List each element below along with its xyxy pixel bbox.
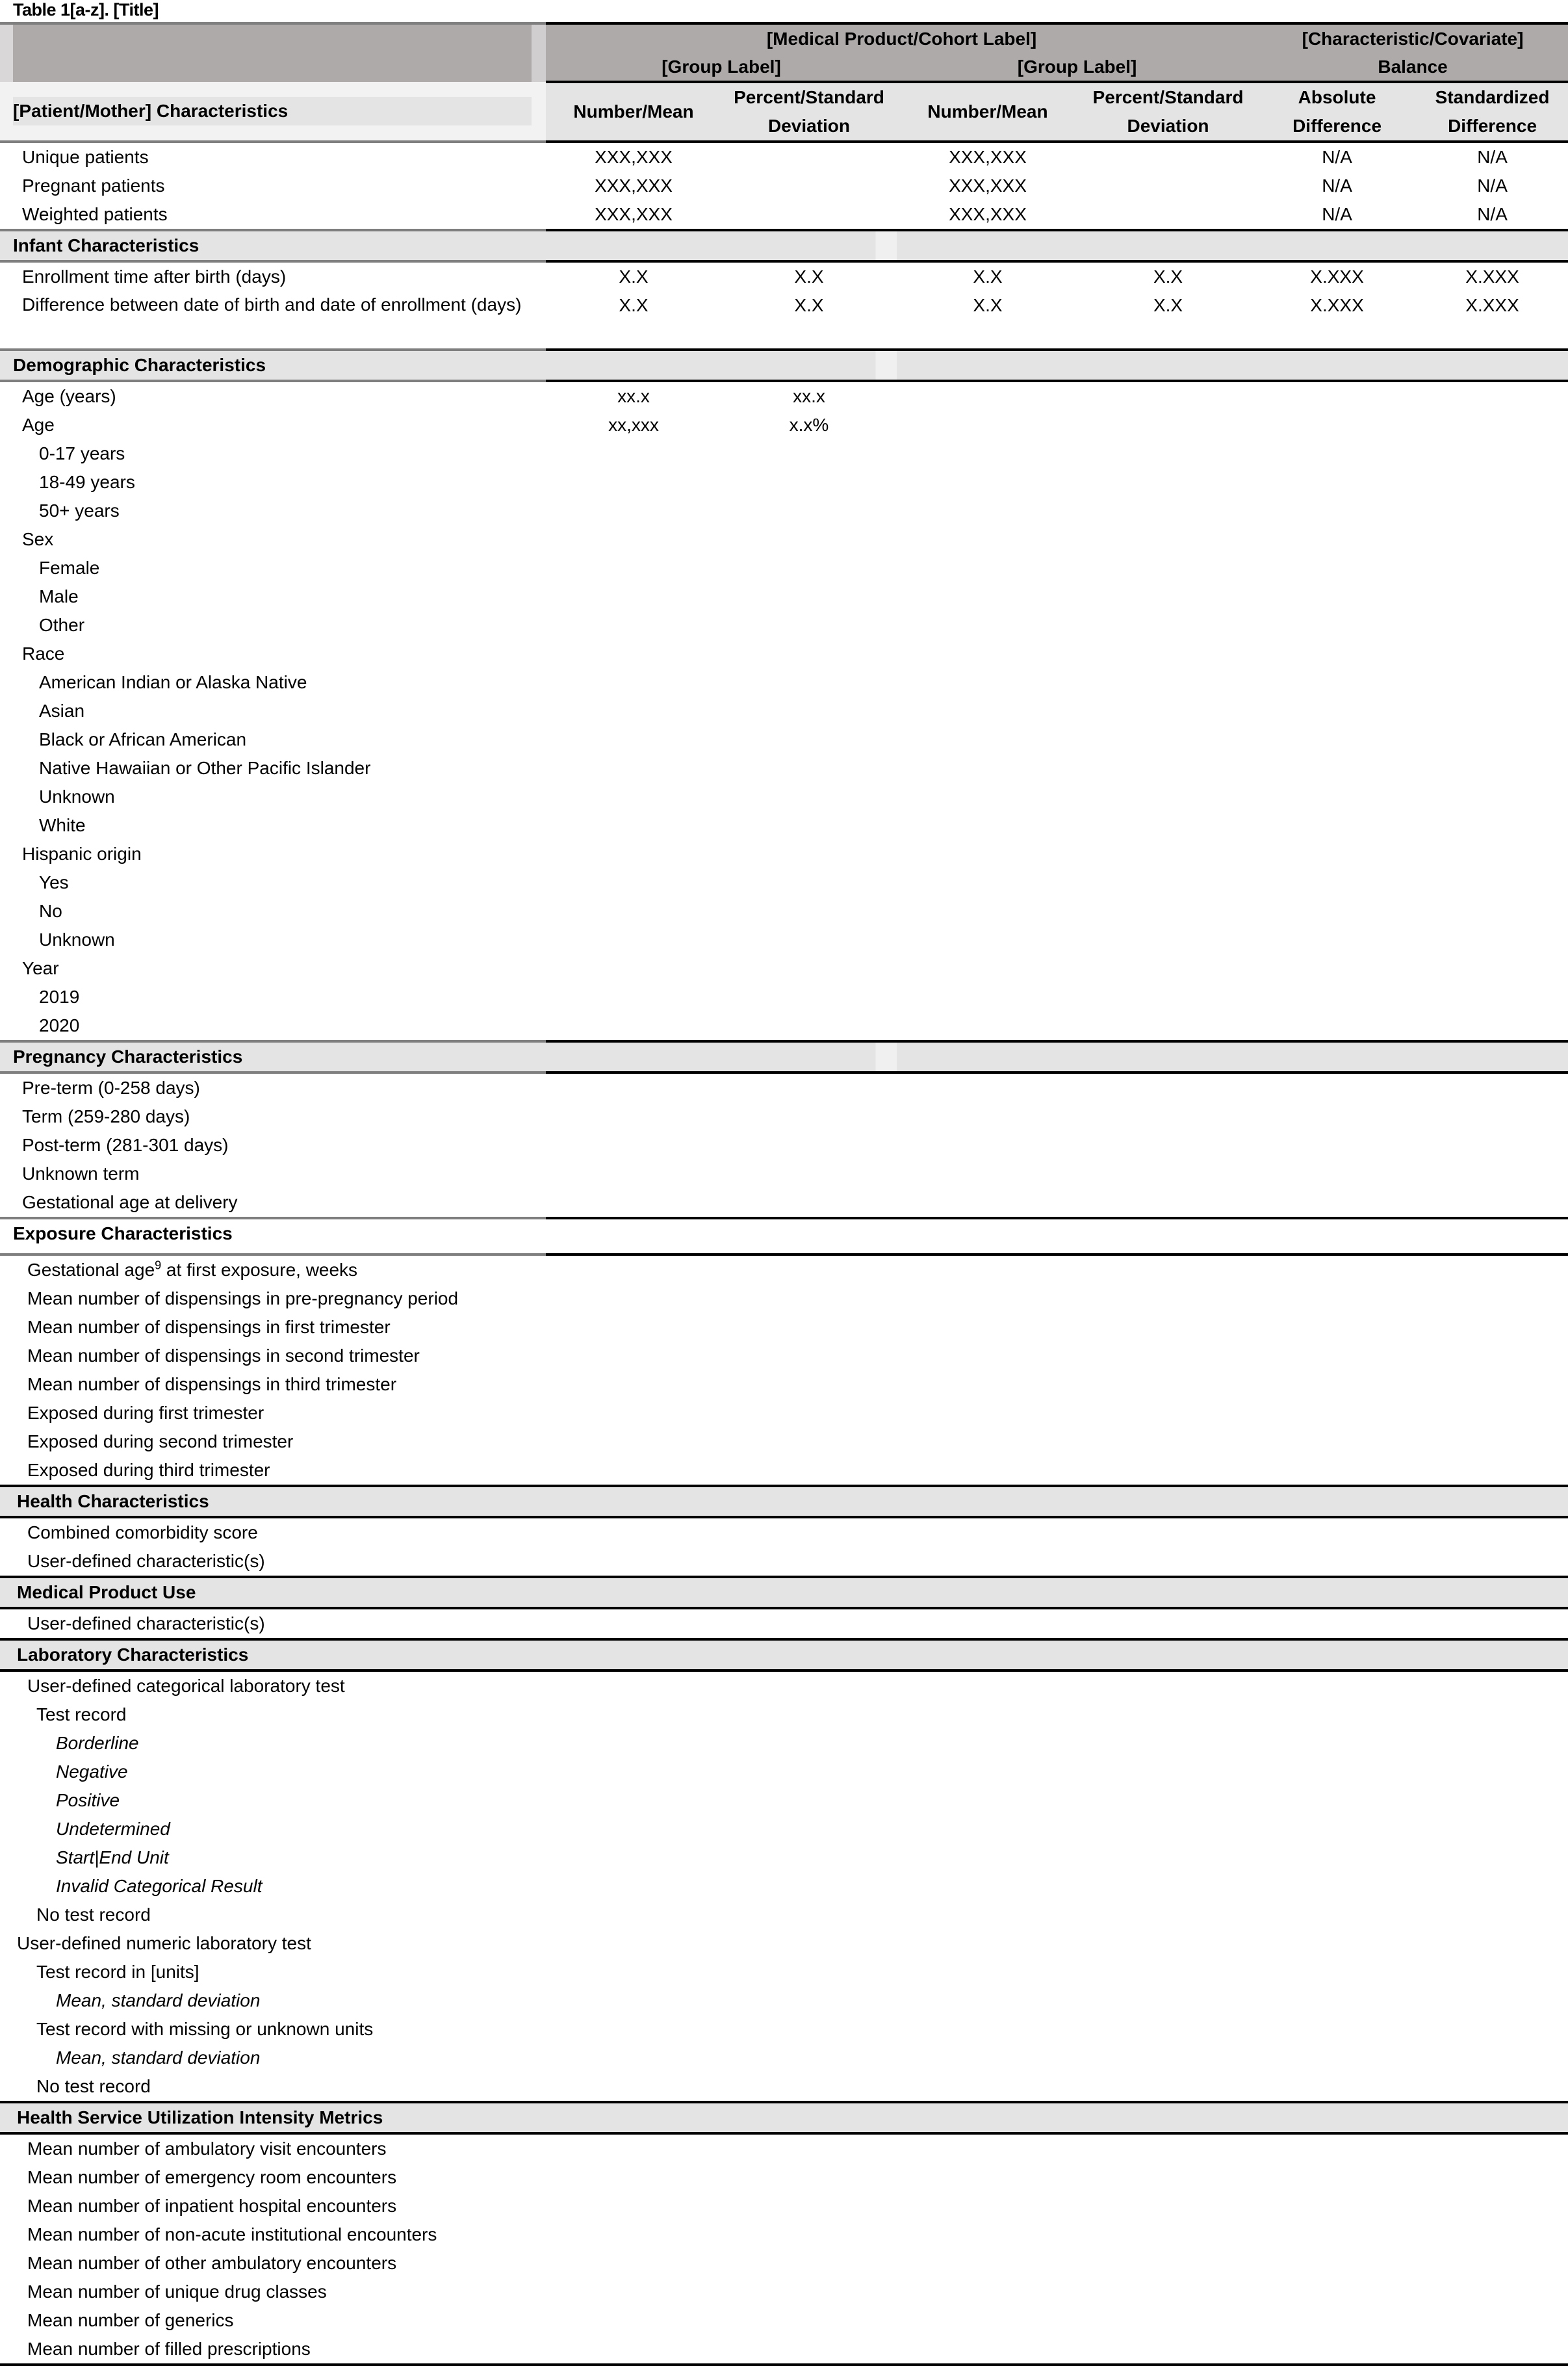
row-label: Borderline bbox=[56, 1733, 139, 1753]
cell: XXX,XXX bbox=[949, 204, 1027, 224]
cell: X.XXX bbox=[1310, 266, 1364, 287]
table-row bbox=[0, 1131, 1568, 1160]
characteristics-table bbox=[0, 22, 1568, 2366]
table-row bbox=[0, 142, 1568, 172]
table-row bbox=[0, 1072, 1568, 1102]
section-heading: Laboratory Characteristics bbox=[0, 1639, 546, 1670]
row-label: Mean number of non-acute institutional encounters bbox=[27, 2224, 437, 2244]
cell: N/A bbox=[1322, 147, 1352, 167]
col-header-number-mean-1: Number/Mean bbox=[546, 82, 721, 142]
cell: XXX,XXX bbox=[595, 204, 673, 224]
table-row bbox=[0, 1427, 1568, 1456]
section-health-characteristics bbox=[0, 1486, 1568, 1517]
row-label: White bbox=[39, 815, 86, 835]
table-row bbox=[0, 2220, 1568, 2249]
table-row bbox=[0, 668, 1568, 697]
row-label: Mean, standard deviation bbox=[56, 1990, 261, 2010]
table-row bbox=[0, 926, 1568, 954]
balance-label-line1: [Characteristic/Covariate] bbox=[1257, 23, 1568, 53]
row-label: Female bbox=[39, 558, 100, 578]
balance-label-line2: Balance bbox=[1257, 53, 1568, 82]
cell: X.X bbox=[1153, 295, 1183, 315]
cell: N/A bbox=[1477, 204, 1508, 224]
table-row bbox=[0, 2278, 1568, 2306]
header-blank-cell bbox=[0, 23, 546, 82]
table-row bbox=[0, 1986, 1568, 2015]
cell: XXX,XXX bbox=[949, 147, 1027, 167]
cell: X.XXX bbox=[1465, 266, 1519, 287]
table-row bbox=[0, 868, 1568, 897]
table-row bbox=[0, 811, 1568, 840]
row-label: Mean number of other ambulatory encounters bbox=[27, 2253, 397, 2273]
table-row bbox=[0, 291, 1568, 350]
row-label: Unknown bbox=[39, 786, 115, 807]
row-label: Mean number of dispensings in second trimester bbox=[27, 1346, 420, 1366]
row-label: Mean number of dispensings in pre-pregnancy period bbox=[27, 1288, 459, 1308]
row-label: 0-17 years bbox=[39, 443, 125, 463]
table-row bbox=[0, 1254, 1568, 1284]
row-label: Combined comorbidity score bbox=[27, 1522, 258, 1542]
table-row bbox=[0, 954, 1568, 983]
table-row bbox=[0, 2133, 1568, 2163]
cell: XXX,XXX bbox=[595, 176, 673, 196]
row-label: Gestational age at delivery bbox=[22, 1192, 238, 1212]
row-header-label: [Patient/Mother] Characteristics bbox=[13, 97, 532, 125]
row-label: No test record bbox=[36, 2076, 151, 2096]
row-label: Post-term (281-301 days) bbox=[22, 1135, 229, 1155]
row-label: Mean number of emergency room encounters bbox=[27, 2167, 397, 2187]
cell: x.x% bbox=[789, 415, 829, 435]
table-row bbox=[0, 200, 1568, 230]
table-row bbox=[0, 1370, 1568, 1399]
cell bbox=[721, 172, 897, 200]
section-health-service-utilization bbox=[0, 2102, 1568, 2133]
row-label: Male bbox=[39, 586, 79, 606]
row-label: Age (years) bbox=[22, 386, 116, 406]
section-exposure-characteristics bbox=[0, 1218, 1568, 1254]
cell: X.X bbox=[794, 266, 824, 287]
cell: XXX,XXX bbox=[949, 176, 1027, 196]
table-row bbox=[0, 381, 1568, 411]
table-row bbox=[0, 2306, 1568, 2335]
row-label: User-defined numeric laboratory test bbox=[17, 1933, 311, 1953]
row-label: Gestational age$^9$ at first exposure, weeks bbox=[27, 1258, 358, 1280]
row-label: 18-49 years bbox=[39, 472, 135, 492]
table-row bbox=[0, 1786, 1568, 1815]
row-label: Pre-term (0-258 days) bbox=[22, 1078, 200, 1098]
table-row bbox=[0, 1872, 1568, 1901]
row-label: Mean, standard deviation bbox=[56, 2048, 261, 2068]
row-label: User-defined characteristic(s) bbox=[27, 1551, 265, 1571]
row-label: 50+ years bbox=[39, 500, 120, 521]
section-medical-product-use bbox=[0, 1577, 1568, 1608]
section-demographic-characteristics bbox=[0, 350, 1568, 381]
table-row bbox=[0, 2163, 1568, 2192]
table-row bbox=[0, 983, 1568, 1011]
table-row bbox=[0, 1958, 1568, 1986]
table-row bbox=[0, 1313, 1568, 1342]
table-row bbox=[0, 1547, 1568, 1577]
section-heading: Demographic Characteristics bbox=[0, 350, 546, 381]
table-row bbox=[0, 1758, 1568, 1786]
row-label: Undetermined bbox=[56, 1819, 170, 1839]
table-row bbox=[0, 1901, 1568, 1929]
col-header-percent-sd-1: Percent/Standard Deviation bbox=[721, 82, 897, 142]
row-label: 2020 bbox=[39, 1015, 80, 1035]
row-label: Start|End Unit bbox=[56, 1847, 169, 1867]
cell bbox=[1079, 142, 1257, 172]
table-row bbox=[0, 2015, 1568, 2044]
row-header bbox=[0, 82, 546, 142]
group-label-1: [Group Label] bbox=[546, 53, 897, 82]
section-pregnancy-characteristics bbox=[0, 1041, 1568, 1072]
table-row bbox=[0, 1843, 1568, 1872]
table-row bbox=[0, 2072, 1568, 2102]
table-row bbox=[0, 1102, 1568, 1131]
table-row bbox=[0, 1399, 1568, 1427]
section-laboratory-characteristics bbox=[0, 1639, 1568, 1670]
table-row bbox=[0, 2249, 1568, 2278]
row-label: No test record bbox=[36, 1904, 151, 1925]
table-title: Table 1[a-z]. [Title] bbox=[13, 0, 159, 20]
table-row bbox=[0, 840, 1568, 868]
section-heading: Medical Product Use bbox=[0, 1577, 546, 1608]
table-row bbox=[0, 897, 1568, 926]
cell: X.XXX bbox=[1310, 295, 1364, 315]
table-row bbox=[0, 468, 1568, 497]
table-row bbox=[0, 1456, 1568, 1486]
table-row bbox=[0, 2335, 1568, 2365]
row-label: Term (259-280 days) bbox=[22, 1106, 190, 1126]
table-row bbox=[0, 554, 1568, 582]
table-row bbox=[0, 172, 1568, 200]
table-row bbox=[0, 261, 1568, 291]
cell: X.X bbox=[1153, 266, 1183, 287]
cell bbox=[721, 200, 897, 230]
group-label-2: [Group Label] bbox=[897, 53, 1257, 82]
cell: N/A bbox=[1477, 147, 1508, 167]
cell: X.XXX bbox=[1465, 295, 1519, 315]
cell: xx,xxx bbox=[608, 415, 659, 435]
table-row bbox=[0, 1815, 1568, 1843]
row-label: Race bbox=[22, 644, 65, 664]
table-row bbox=[0, 1608, 1568, 1639]
table-row bbox=[0, 1729, 1568, 1758]
table-row bbox=[0, 1284, 1568, 1313]
table-row bbox=[0, 525, 1568, 554]
row-label: Age bbox=[22, 415, 55, 435]
row-label: No bbox=[39, 901, 62, 921]
table-row bbox=[0, 697, 1568, 725]
col-header-percent-sd-2: Percent/Standard Deviation bbox=[1079, 82, 1257, 142]
table-row bbox=[0, 439, 1568, 468]
row-label: Other bbox=[39, 615, 85, 635]
row-label: Test record with missing or unknown units bbox=[36, 2019, 374, 2039]
row-label: American Indian or Alaska Native bbox=[39, 672, 307, 692]
row-label: Yes bbox=[39, 872, 69, 892]
header-row-columns bbox=[0, 82, 1568, 142]
table-row bbox=[0, 2192, 1568, 2220]
section-heading: Pregnancy Characteristics bbox=[0, 1041, 546, 1072]
row-label: Exposed during first trimester bbox=[27, 1403, 264, 1423]
col-header-number-mean-2: Number/Mean bbox=[897, 82, 1079, 142]
row-label: Unique patients bbox=[22, 147, 149, 167]
table-row bbox=[0, 640, 1568, 668]
table-row bbox=[0, 611, 1568, 640]
cell: X.X bbox=[973, 295, 1003, 315]
table-row bbox=[0, 783, 1568, 811]
section-heading: Infant Characteristics bbox=[0, 230, 546, 261]
cell bbox=[1079, 200, 1257, 230]
table-row bbox=[0, 1700, 1568, 1729]
row-label: Pregnant patients bbox=[22, 176, 165, 196]
cell: X.X bbox=[619, 266, 649, 287]
row-label: Unknown term bbox=[22, 1164, 140, 1184]
cell: xx.x bbox=[793, 386, 825, 406]
row-label: Year bbox=[22, 958, 59, 978]
row-label: Mean number of generics bbox=[27, 2310, 234, 2330]
section-infant-characteristics bbox=[0, 230, 1568, 261]
table-row bbox=[0, 1929, 1568, 1958]
header-row-cohort bbox=[0, 23, 1568, 53]
table-row bbox=[0, 1188, 1568, 1218]
row-label: 2019 bbox=[39, 987, 80, 1007]
row-label: Asian bbox=[39, 701, 85, 721]
table-row bbox=[0, 1670, 1568, 1700]
row-label: Hispanic origin bbox=[22, 844, 142, 864]
cell: N/A bbox=[1322, 176, 1352, 196]
row-label: Difference between date of birth and date of enrollment (days) bbox=[22, 294, 522, 315]
row-label: Exposed during third trimester bbox=[27, 1460, 270, 1480]
table-row bbox=[0, 1517, 1568, 1547]
cell: XXX,XXX bbox=[595, 147, 673, 167]
cell: X.X bbox=[794, 295, 824, 315]
row-label: Negative bbox=[56, 1762, 128, 1782]
row-label: Mean number of filled prescriptions bbox=[0, 2335, 546, 2365]
row-label: Native Hawaiian or Other Pacific Islander bbox=[39, 758, 371, 778]
table-row bbox=[0, 1342, 1568, 1370]
col-header-absolute-difference: Absolute Difference bbox=[1257, 82, 1417, 142]
row-label: Black or African American bbox=[39, 729, 247, 749]
table-row bbox=[0, 1011, 1568, 1041]
cell bbox=[1079, 172, 1257, 200]
row-label: Invalid Categorical Result bbox=[56, 1876, 263, 1896]
row-label: Mean number of inpatient hospital encounters bbox=[27, 2196, 397, 2216]
cell: X.X bbox=[619, 295, 649, 315]
row-label: Exposed during second trimester bbox=[27, 1431, 294, 1451]
row-label: User-defined characteristic(s) bbox=[27, 1613, 265, 1633]
row-label: Test record bbox=[36, 1704, 127, 1724]
table-row bbox=[0, 497, 1568, 525]
row-label: User-defined categorical laboratory test bbox=[27, 1676, 345, 1696]
row-label: Sex bbox=[22, 529, 54, 549]
row-label: Test record in [units] bbox=[36, 1962, 199, 1982]
table-row bbox=[0, 411, 1568, 439]
cell: xx.x bbox=[617, 386, 650, 406]
cell: X.X bbox=[973, 266, 1003, 287]
row-label: Mean number of dispensings in third trimester bbox=[27, 1374, 397, 1394]
cell bbox=[721, 142, 897, 172]
section-heading: Health Characteristics bbox=[0, 1486, 546, 1517]
row-label: Enrollment time after birth (days) bbox=[22, 266, 287, 287]
cell: N/A bbox=[1322, 204, 1352, 224]
table-row bbox=[0, 754, 1568, 783]
row-label: Unknown bbox=[39, 930, 115, 950]
footnote-marker: 9 bbox=[155, 1258, 162, 1272]
section-heading: Health Service Utilization Intensity Metrics bbox=[0, 2102, 546, 2133]
section-heading: Exposure Characteristics bbox=[0, 1218, 546, 1254]
row-label: Mean number of ambulatory visit encounters bbox=[27, 2138, 387, 2159]
table-row bbox=[0, 725, 1568, 754]
cohort-label: [Medical Product/Cohort Label] bbox=[546, 23, 1257, 53]
cell: N/A bbox=[1477, 176, 1508, 196]
table-row bbox=[0, 582, 1568, 611]
table-row bbox=[0, 1160, 1568, 1188]
table-row bbox=[0, 2044, 1568, 2072]
row-label: Mean number of unique drug classes bbox=[27, 2282, 327, 2302]
col-header-standardized-difference: Standardized Difference bbox=[1417, 82, 1568, 142]
row-label: Weighted patients bbox=[22, 204, 168, 224]
row-label: Mean number of dispensings in first trimester bbox=[27, 1317, 391, 1337]
row-label: Positive bbox=[56, 1790, 120, 1810]
